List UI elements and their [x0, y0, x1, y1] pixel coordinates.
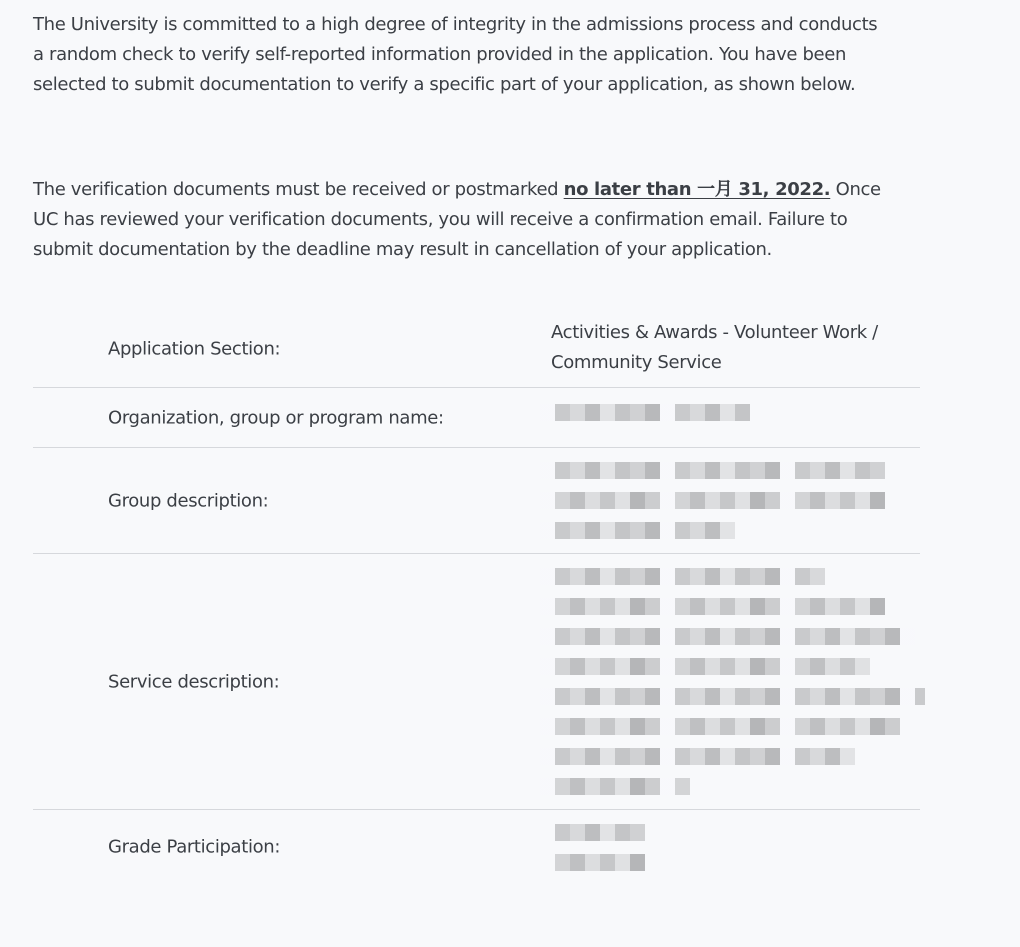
grade-participation-label: Grade Participation: [108, 836, 281, 858]
group-description-label: Group description: [108, 490, 269, 511]
row-group-description [33, 448, 920, 554]
deadline-text-after: Once UC has reviewed your verification documents, you will receive a confirmation email. Failure to submit documentation by the deadline may result in cancellation of your application. [33, 179, 881, 260]
group-description-redacted-value [540, 462, 885, 552]
row-application-section [33, 310, 920, 388]
organization-redacted-value [540, 404, 750, 434]
integrity-notice: The University is committed to a high degree of integrity in the admissions process and conducts a random check to verify self-reported information provided in the application. You have been selected to submit documentation to verify a specific part of your application, as shown below. [33, 14, 878, 95]
deadline-date: no later than 一月 31, 2022. [563, 179, 831, 200]
application-section-label: Application Section: [108, 338, 281, 359]
organization-label: Organization, group or program name: [108, 407, 444, 428]
row-organization [33, 388, 920, 448]
row-service-description [33, 554, 920, 810]
service-description-redacted-value [540, 568, 925, 808]
grade-participation-redacted-value [540, 824, 650, 884]
service-description-label: Service description: [108, 671, 280, 692]
verification-details-table [33, 310, 920, 884]
application-section-value: Activities & Awards - Volunteer Work / Community Service [551, 322, 878, 373]
deadline-notice [33, 175, 893, 265]
deadline-text-before: The verification documents must be received or postmarked [33, 179, 564, 200]
row-grade-participation [33, 810, 920, 884]
